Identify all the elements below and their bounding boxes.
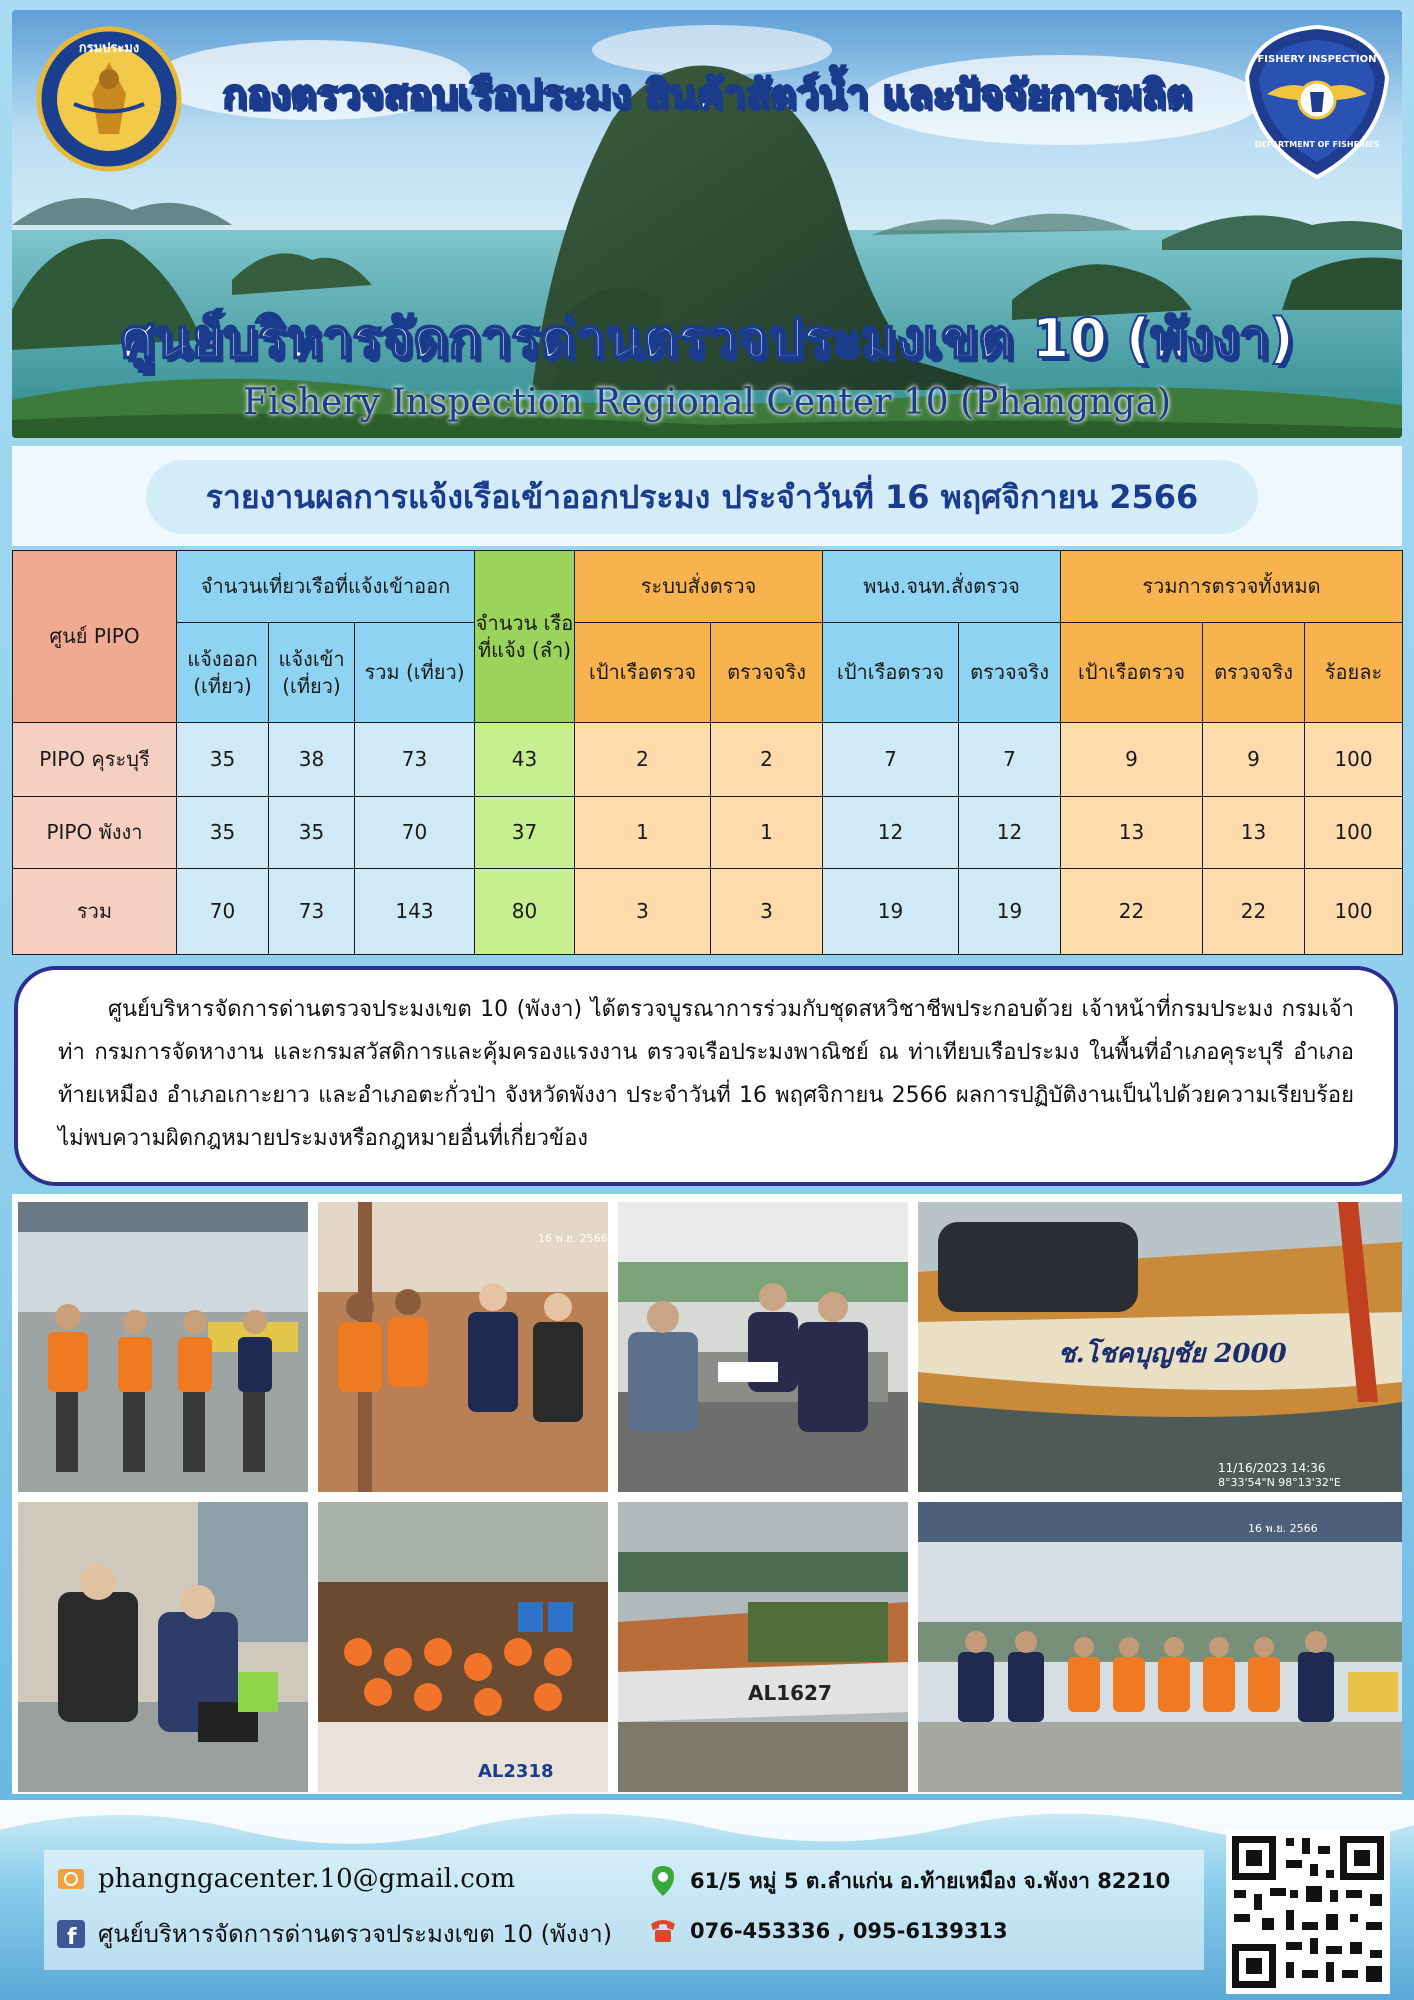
cell-officer-target: 7 bbox=[823, 723, 959, 797]
photo-document-check bbox=[618, 1202, 908, 1492]
boat-registration-1: AL1627 bbox=[748, 1681, 832, 1705]
cell-outbound: 35 bbox=[177, 797, 269, 869]
cell-vessels: 37 bbox=[475, 797, 575, 869]
cell-all-actual: 22 bbox=[1203, 869, 1305, 955]
report-title-section bbox=[12, 446, 1402, 546]
cell-officer-target: 12 bbox=[823, 797, 959, 869]
cell-vessels: 80 bbox=[475, 869, 575, 955]
logo-left-text: กรมประมง bbox=[78, 41, 140, 56]
photo-moored-boats bbox=[618, 1502, 908, 1792]
department-name: กองตรวจสอบเรือประมง สินค้าสัตว์น้ำ และปัจจัยการผลิต bbox=[222, 72, 1192, 118]
inspection-report-table bbox=[12, 550, 1403, 955]
photo-fishing-boat bbox=[918, 1202, 1402, 1492]
header-officer-inspection: พนง.จนท.สั่งตรวจ bbox=[823, 551, 1061, 623]
email-contact[interactable] bbox=[54, 1862, 515, 1896]
operation-summary: ศูนย์บริหารจัดการด่านตรวจประมงเขต 10 (พังงา) ได้ตรวจบูรณาการร่วมกับชุดสหวิชาชีพประกอบด้วย เจ้าหน้าที่กรมประมง กรมเจ้าท่า กรมการจัดหางาน และกรมสวัสดิการและคุ้มครองแรงงาน ตรวจเรือประมงพาณิชย์ ณ ท่าเทียบเรือประมง ในพื้นที่อำเภอคุระบุรี อำเภอท้ายเหมือง อำเภอเกาะยาว และอำเภอตะกั่วป่า จังหวัดพังงา ประจำวันที่ 16 พฤศจิกายน 2566 ผลการปฏิบัติงานเป็นไปด้วยความเรียบร้อย ไม่พบความผิดกฎหมายประมงหรือกฎหมายอื่นที่เกี่ยวข้อง bbox=[14, 966, 1398, 1186]
facebook-text: ศูนย์บริหารจัดการด่านตรวจประมงเขต 10 (พังงา) bbox=[98, 1920, 613, 1948]
phone-contact[interactable] bbox=[646, 1914, 1008, 1948]
row-center-name: รวม bbox=[13, 869, 177, 955]
cell-outbound: 35 bbox=[177, 723, 269, 797]
photo-grid bbox=[12, 1194, 1402, 1794]
cell-officer-actual: 19 bbox=[959, 869, 1061, 955]
location-pin-icon bbox=[646, 1864, 680, 1898]
header-trips-group: จำนวนเที่ยวเรือที่แจ้งเข้าออก bbox=[177, 551, 475, 623]
cell-all-actual: 9 bbox=[1203, 723, 1305, 797]
cell-system-actual: 1 bbox=[711, 797, 823, 869]
boat-registration-2: AL2318 bbox=[478, 1761, 554, 1782]
cell-inbound: 38 bbox=[269, 723, 355, 797]
email-icon bbox=[54, 1862, 88, 1896]
header-system-inspection: ระบบสั่งตรวจ bbox=[575, 551, 823, 623]
center-name-english: Fishery Inspection Regional Center 10 (Phangnga) bbox=[243, 382, 1171, 423]
table-row bbox=[13, 723, 1403, 797]
photo-officers-life-jackets bbox=[18, 1202, 308, 1492]
cell-percent: 100 bbox=[1305, 797, 1403, 869]
photo-group-at-pier bbox=[918, 1502, 1402, 1792]
cell-outbound: 70 bbox=[177, 869, 269, 955]
photo-date-stamp: 16 พ.ย. 2566 bbox=[538, 1232, 608, 1245]
center-name-thai: ศูนย์บริหารจัดการด่านตรวจประมงเขต 10 (พังงา) bbox=[120, 307, 1294, 370]
photo-coord-stamp: 8°33'54"N 98°13'32"E bbox=[1218, 1476, 1341, 1489]
cell-all-target: 22 bbox=[1061, 869, 1203, 955]
photo-time-stamp: 11/16/2023 14:36 bbox=[1218, 1461, 1326, 1475]
facebook-icon bbox=[54, 1917, 88, 1951]
address-contact bbox=[646, 1864, 1170, 1898]
header-banner bbox=[12, 10, 1402, 438]
svg-text:DEPARTMENT OF FISHERIES: DEPARTMENT OF FISHERIES bbox=[1254, 140, 1380, 149]
contact-footer bbox=[0, 1800, 1414, 2000]
cell-percent: 100 bbox=[1305, 869, 1403, 955]
cell-all-target: 13 bbox=[1061, 797, 1203, 869]
cell-system-target: 1 bbox=[575, 797, 711, 869]
facebook-contact[interactable] bbox=[54, 1914, 612, 1953]
cell-percent: 100 bbox=[1305, 723, 1403, 797]
cell-vessels: 43 bbox=[475, 723, 575, 797]
phone-text: 076-453336 , 095-6139313 bbox=[690, 1919, 1008, 1943]
cell-system-target: 3 bbox=[575, 869, 711, 955]
header-outbound-trips: แจ้งออก (เที่ยว) bbox=[177, 623, 269, 723]
cell-inbound: 35 bbox=[269, 797, 355, 869]
svg-text:f: f bbox=[67, 1924, 77, 1949]
header-system-actual: ตรวจจริง bbox=[711, 623, 823, 723]
cell-officer-target: 19 bbox=[823, 869, 959, 955]
row-center-name: PIPO พังงา bbox=[13, 797, 177, 869]
boat-name-label: ช.โชคบุญชัย 2000 bbox=[1058, 1339, 1287, 1369]
header-all-target: เป้าเรือตรวจ bbox=[1061, 623, 1203, 723]
cell-system-target: 2 bbox=[575, 723, 711, 797]
header-officer-target: เป้าเรือตรวจ bbox=[823, 623, 959, 723]
cell-system-actual: 2 bbox=[711, 723, 823, 797]
address-text: 61/5 หมู่ 5 ต.ลำแก่น อ.ท้ายเหมือง จ.พังงา 82210 bbox=[690, 1868, 1171, 1893]
cell-officer-actual: 12 bbox=[959, 797, 1061, 869]
phone-icon bbox=[646, 1914, 680, 1948]
qr-code[interactable] bbox=[1226, 1830, 1390, 1994]
email-text: phangngacenter.10@gmail.com bbox=[98, 1864, 516, 1894]
svg-text:FISHERY INSPECTION: FISHERY INSPECTION bbox=[1257, 54, 1377, 65]
photo-crew-on-deck bbox=[318, 1502, 608, 1792]
cell-total-trips: 70 bbox=[355, 797, 475, 869]
header-total-inspection: รวมการตรวจทั้งหมด bbox=[1061, 551, 1403, 623]
photo-officers-reviewing bbox=[18, 1502, 308, 1792]
cell-all-target: 9 bbox=[1061, 723, 1203, 797]
header-officer-actual: ตรวจจริง bbox=[959, 623, 1061, 723]
cell-total-trips: 73 bbox=[355, 723, 475, 797]
header-vessels: จำนวน เรือที่แจ้ง (ลำ) bbox=[475, 551, 575, 723]
header-total-trips: รวม (เที่ยว) bbox=[355, 623, 475, 723]
photo-date-stamp: 16 พ.ย. 2566 bbox=[1248, 1522, 1318, 1535]
report-title: รายงานผลการแจ้งเรือเข้าออกประมง ประจำวันที่ 16 พฤศจิกายน 2566 bbox=[146, 460, 1258, 534]
photo-crew-inspection bbox=[318, 1202, 608, 1492]
header-pipo-center: ศูนย์ PIPO bbox=[13, 551, 177, 723]
header-all-actual: ตรวจจริง bbox=[1203, 623, 1305, 723]
table-total-row bbox=[13, 869, 1403, 955]
cell-all-actual: 13 bbox=[1203, 797, 1305, 869]
header-system-target: เป้าเรือตรวจ bbox=[575, 623, 711, 723]
header-percent: ร้อยละ bbox=[1305, 623, 1403, 723]
cell-inbound: 73 bbox=[269, 869, 355, 955]
cell-officer-actual: 7 bbox=[959, 723, 1061, 797]
row-center-name: PIPO คุระบุรี bbox=[13, 723, 177, 797]
header-inbound-trips: แจ้งเข้า (เที่ยว) bbox=[269, 623, 355, 723]
cell-total-trips: 143 bbox=[355, 869, 475, 955]
cell-system-actual: 3 bbox=[711, 869, 823, 955]
table-row bbox=[13, 797, 1403, 869]
